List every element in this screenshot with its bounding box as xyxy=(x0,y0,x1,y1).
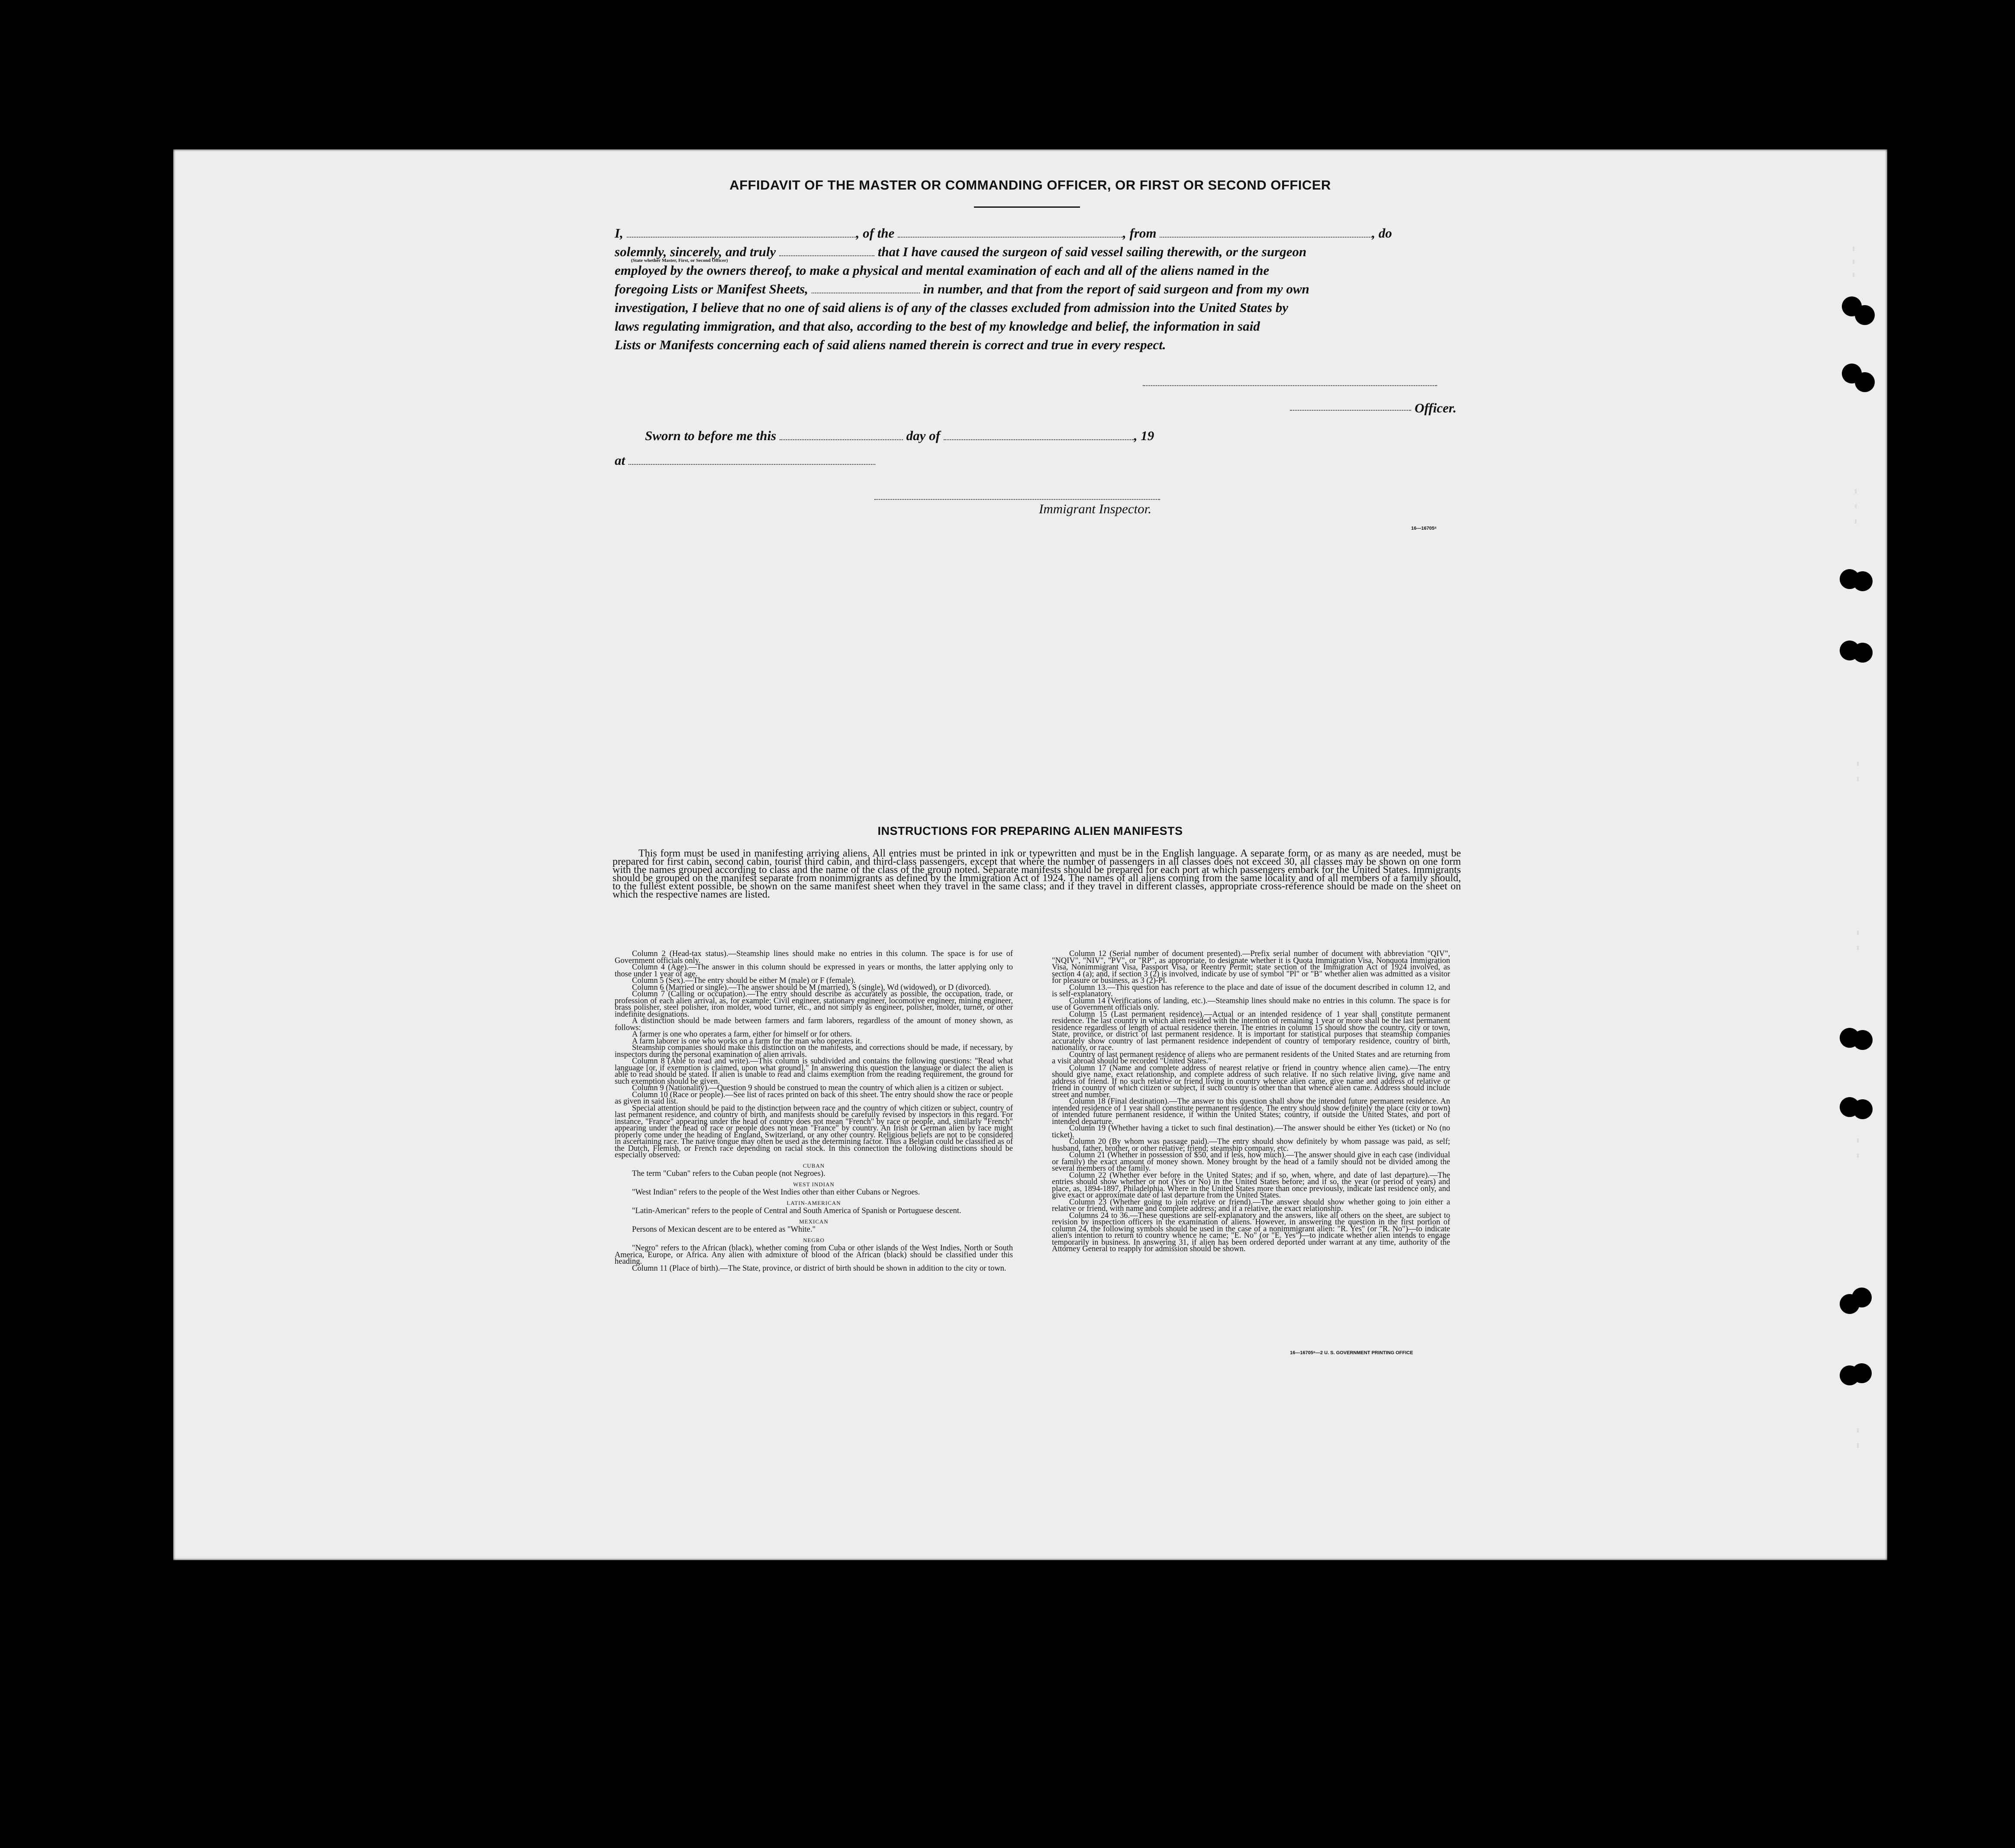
instructions-intro: This form must be used in manifesting arriving aliens. All entries must be printed in ink or typewritten and must be in the English language. A separate form, or as many as are needed, must be prepared for first cabin, second cabin, tourist third cabin, and third-class passengers, except that where the number of passengers in all classes does not exceed 30, all classes may be shown on one form with the names grouped according to class and the name of the class of the group noted. Separate manifests should be prepared for each port at which passengers embark for the United States. Immigrants should be grouped on the manifest separate from nonimmigrants as defined by the Immigration Act of 1924. The names of all aliens coming from the same locality and of all members of a family should, to the fullest extent possible, be shown on the same manifest sheet when they travel in the same class; and if they travel in different classes, appropriate cross-reference should be made on the sheet on which the respective names are listed. xyxy=(613,848,1461,900)
day-of-text: day of xyxy=(906,428,940,443)
heading-cuban: CUBAN xyxy=(803,1162,825,1169)
foregoing-text: foregoing Lists or Manifest Sheets, xyxy=(615,281,808,296)
heading-west-indian: WEST INDIAN xyxy=(793,1181,835,1188)
left-paragraph: Column 6 (Married or single).—The answer should be M (married), S (single), Wd (widowed), or D (divorced). xyxy=(632,983,991,992)
word-do: , do xyxy=(1372,225,1392,241)
binding-hole xyxy=(1853,1099,1873,1119)
right-paragraph: Column 22 (Whether ever before in the United States; and if so, when, where, and date of last departure).—The entries should show whether or not (Yes or No) in the United States before; and if so, the year (or period of years) and place, as, 1894-1897, Philadelphia. Where in the United States more than once previously, indicate last residence only, and give exact or approximate date of last departure from the United States. xyxy=(1052,1171,1450,1200)
perforation-mark xyxy=(1857,946,1859,950)
line4-text: in number, and that from the report of said surgeon and from my own xyxy=(923,281,1309,296)
word-from: , from xyxy=(1123,225,1157,241)
right-paragraph: Columns 24 to 36.—These questions are self-explanatory and the answers, like all others on the sheet, are subject to revision by inspection officers in the examination of aliens. However, in answering the question in the first portion of column 24, the following symbols should be used in the case of a nonimmigrant alien: "R. Yes" (or "R. No")—to indicate alien's intention to return to country whence he came; "E. No" (or "E. Yes")—to indicate whether alien intends to engage temporarily in business. In answering 31, if alien has been ordered deported under warrant at any time, authority of the Attorney General to reapply for admission should be shown. xyxy=(1052,1211,1450,1253)
line2-text: that I have caused the surgeon of said vessel sailing therewith, or the surgeon xyxy=(877,244,1307,259)
right-paragraph: Column 14 (Verifications of landing, etc.).—Steamship lines should make no entries in this column. The space is for use of Government officials only. xyxy=(1052,996,1450,1012)
perforation-mark xyxy=(1857,1153,1859,1158)
oath-field[interactable] xyxy=(779,255,874,256)
year-prefix: , 19 xyxy=(1134,428,1154,443)
left-paragraph: A farm laborer is one who works on a farm for the man who operates it. xyxy=(632,1037,862,1046)
instructions-left-column xyxy=(615,951,1013,1272)
affidavit-line-7: Lists or Manifests concerning each of said aliens named therein is correct and true in every respect. xyxy=(615,337,1166,352)
inspector-signature-line[interactable] xyxy=(874,499,1160,500)
binding-hole xyxy=(1852,1363,1872,1383)
latin-american-text: "Latin-American" refers to the people of Central and South America of Spanish or Portuguese descent. xyxy=(632,1207,961,1215)
right-paragraph: Column 20 (By whom was passage paid).—The entry should show definitely by whom passage was paid, as self; husband, father, brother, or other relative; friend; steamship company, etc. xyxy=(1052,1137,1450,1153)
word-of-the: , of the xyxy=(856,225,895,241)
negro-text: "Negro" refers to the African (black), whether coming from Cuba or other islands of the West Indies, North or South America, Europe, or Africa. Any alien with admixture of blood of the African (black) should be classified under this heading. xyxy=(615,1244,1013,1266)
instructions-right-column xyxy=(1052,951,1450,1253)
perforation-mark xyxy=(1857,1428,1859,1433)
right-paragraph: Column 13.—This question has reference to the place and date of issue of the document described in column 12, and is self-explanatory. xyxy=(1052,983,1450,998)
left-paragraph: Column 8 (Able to read and write).—This column is subdivided and contains the following questions: "Read what language [or, if exemption is claimed, upon what ground]." In answering this question the language or dialect the alien is able to read should be stated. If alien is unable to read and claims exemption from the reading requirement, the ground for such exemption should be given. xyxy=(615,1057,1013,1086)
left-paragraph: Steamship companies should make this distinction on the manifests, and corrections should be made, if necessary, by inspectors during the personal examination of alien arrivals. xyxy=(615,1043,1013,1059)
solemnly-text: solemnly, sincerely, and truly xyxy=(615,244,776,259)
perforation-mark xyxy=(1853,247,1854,251)
officer-title-line[interactable] xyxy=(1290,410,1411,411)
perforation-mark xyxy=(1857,1443,1859,1448)
perforation-mark xyxy=(1857,930,1859,935)
binding-hole xyxy=(1855,305,1875,325)
sworn-place-field[interactable] xyxy=(629,464,875,465)
instructions-title: INSTRUCTIONS FOR PREPARING ALIEN MANIFESTS xyxy=(877,824,1183,837)
sworn-day-field[interactable] xyxy=(780,439,903,440)
officer-signature-line[interactable] xyxy=(1143,385,1437,386)
perforation-mark xyxy=(1855,504,1857,509)
printing-office-footer: 16—16705⁶—2 U. S. GOVERNMENT PRINTING OFFICE xyxy=(1290,1350,1413,1355)
affidavit-line-6: laws regulating immigration, and that also, according to the best of my knowledge and belief, the information in said xyxy=(615,319,1260,334)
word-i: I, xyxy=(615,225,623,241)
right-paragraph: Column 18 (Final destination).—The answer to this question shall show the intended future permanent residence. An intended residence of 1 year shall constitute permanent residence. The entry should show definitely the place (city or town) of intended future permanent residence, if within the United States; country, if outside the United States, and port of intended departure. xyxy=(1052,1097,1450,1126)
left-paragraph: Column 2 (Head-tax status).—Steamship lines should make no entries in this column. The space is for use of Government officials only. xyxy=(615,950,1013,965)
binding-hole xyxy=(1852,1288,1872,1307)
right-paragraph: Column 23 (Whether going to join relative or friend).—The answer should show whether going to join either a relative or friend, with name and complete address; and if a relative, the exact relationship. xyxy=(1052,1198,1450,1213)
at-line xyxy=(615,451,1480,470)
binding-hole xyxy=(1853,571,1873,591)
affidavit-line-3: employed by the owners thereof, to make a physical and mental examination of each and all of the aliens named in the xyxy=(615,263,1270,278)
sworn-month-field[interactable] xyxy=(944,439,1134,440)
title-rule xyxy=(974,206,1080,208)
vessel-name-field[interactable] xyxy=(898,237,1123,238)
left-paragraph: Column 9 (Nationality).—Question 9 should be construed to mean the country of which alien is a citizen or subject. xyxy=(632,1084,1004,1092)
sworn-text: Sworn to before me this xyxy=(645,428,777,443)
right-paragraph: Column 17 (Name and complete address of nearest relative or friend in country whence alien came).—The entry should give name, exact relationship, and complete address of such relative. If no such relative living, give name and address of friend. If no such relative or friend living in country whence alien came, give name and address of relative or friend in country of which citizen or subject, if such country is other than that whence alien came. Address should include street and number. xyxy=(1052,1063,1450,1099)
cuban-text: The term "Cuban" refers to the Cuban people (not Negroes). xyxy=(632,1169,825,1178)
affidavit-line-2 xyxy=(615,242,1480,261)
mexican-text: Persons of Mexican descent are to be entered as "White." xyxy=(632,1225,816,1234)
form-sheet xyxy=(173,149,1887,1560)
right-paragraph: Column 19 (Whether having a ticket to such final destination).—The answer should be either Yes (ticket) or No (no ticket). xyxy=(1052,1124,1450,1140)
binding-hole xyxy=(1853,643,1873,663)
perforation-mark xyxy=(1853,273,1854,277)
officer-label: Officer. xyxy=(1415,400,1457,415)
perforation-mark xyxy=(1855,519,1857,524)
heading-latin-american: LATIN-AMERICAN xyxy=(787,1199,841,1206)
affidavit-line-4 xyxy=(615,280,1480,298)
port-from-field[interactable] xyxy=(1160,237,1372,238)
left-paragraph: Column 7 (Calling or occupation).—The entry should describe as accurately as possible, the occupation, trade, or profession of each alien arrival, as, for example: Civil engineer, stationary engineer, locomotive engineer, mining engineer, brass polisher, steel polisher, iron molder, wood turner, etc., and not simply as engineer, polisher, molder, turner, or other indefinite designations. xyxy=(615,990,1013,1019)
sworn-line xyxy=(645,426,1511,445)
inspector-label: Immigrant Inspector. xyxy=(1039,501,1152,516)
heading-mexican: MEXICAN xyxy=(799,1218,829,1225)
form-number: 16—16705⁶ xyxy=(1411,526,1437,531)
perforation-mark xyxy=(1853,260,1854,264)
column-11-text: Column 11 (Place of birth).—The State, province, or district of birth should be shown in addition to the city or town. xyxy=(632,1264,1006,1273)
affidavit-title: AFFIDAVIT OF THE MASTER OR COMMANDING OFFICER, OR FIRST OR SECOND OFFICER xyxy=(729,177,1331,193)
left-paragraph: A distinction should be made between farmers and farm laborers, regardless of the amount of money shown, as follows: xyxy=(615,1017,1013,1032)
binding-hole xyxy=(1855,372,1875,392)
west-indian-text: "West Indian" refers to the people of the West Indies other than either Cubans or Negroes. xyxy=(632,1188,920,1197)
perforation-mark xyxy=(1857,777,1859,781)
left-paragraph: Column 5 (Sex).—The entry should be either M (male) or F (female). xyxy=(632,976,856,985)
perforation-mark xyxy=(1857,762,1859,766)
rank-note: (State whether Master, First, or Second Officer) xyxy=(631,258,728,263)
perforation-mark xyxy=(1857,1138,1859,1143)
perforation-mark xyxy=(1855,489,1857,493)
at-text: at xyxy=(615,453,625,468)
left-paragraph: Column 10 (Race or people).—See list of races printed on back of this sheet. The entry should show the race or people as given in said list. xyxy=(615,1090,1013,1106)
right-paragraph: Column 21 (Whether in possession of $50, and if less, how much).—The answer should give in each case (individual or family) the exact amount of money shown. Money brought by the head of a family should not be divided among the several members of the family. xyxy=(1052,1151,1450,1173)
right-paragraph: Country of last permanent residence of aliens who are permanent residents of the United States and are returning from a visit abroad should be recorded "United States." xyxy=(1052,1050,1450,1066)
right-paragraph: Column 15 (Last permanent residence).—Actual or an intended residence of 1 year shall constitute permanent residence. The last country in which alien resided with the intention of remaining 1 year or more shall be the last permanent residence regardless of length of actual residence therein. The entries in column 15 should show the country, city or town, State, province, or district of last permanent residence. It is important for statistical purposes that steamship companies accurately show country of last permanent residence independent of country of temporary residence, country of birth, nationality, or race. xyxy=(1052,1010,1450,1052)
right-paragraph: Column 12 (Serial number of document presented).—Prefix serial number of document with abbreviation "QIV", "NQIV", "NIV", "PV", or "RP", as appropriate, to designate whether it is Quota Immigration Visa, Nonquota Immigration Visa, Nonimmigrant Visa, Passport Visa, or Reentry Permit; state section of the Immigration Act of 1924 involved, as section 4 (a); and, if section 3 (2) is involved, indicate by use of symbol "Pl" or "B" whether alien was admitted as a visitor for pleasure or business, as 3 (2)-Pl. xyxy=(1052,950,1450,985)
left-paragraph: Special attention should be paid to the distinction between race and the country of which citizen or subject, country of last permanent residence, and country of birth, and manifests should be carefully revised by inspectors in this regard. For instance, "France" appearing under the head of country does not mean "French" by race or people, and, similarly "French" appearing under the head of race or people does not mean "France" by country. An Irish or German alien by race might properly come under the heading of England, Switzerland, or any other country. Religious beliefs are not to be considered in ascertaining race. The native tongue may often be used as the determining factor. Thus a Belgian could be classified as of the Dutch, Flemish, or French race depending on racial stock. In this connection the following distinctions should be especially observed: xyxy=(615,1104,1013,1159)
affidavit-line-5: investigation, I believe that no one of said aliens is of any of the classes excluded from admission into the United States by xyxy=(615,300,1289,315)
binding-hole xyxy=(1853,1030,1873,1050)
left-paragraph: A farmer is one who operates a farm, either for himself or for others. xyxy=(632,1030,852,1039)
left-paragraph: Column 4 (Age).—The answer in this column should be expressed in years or months, the latter applying only to those under 1 year of age. xyxy=(615,963,1013,979)
heading-negro: NEGRO xyxy=(803,1236,825,1243)
